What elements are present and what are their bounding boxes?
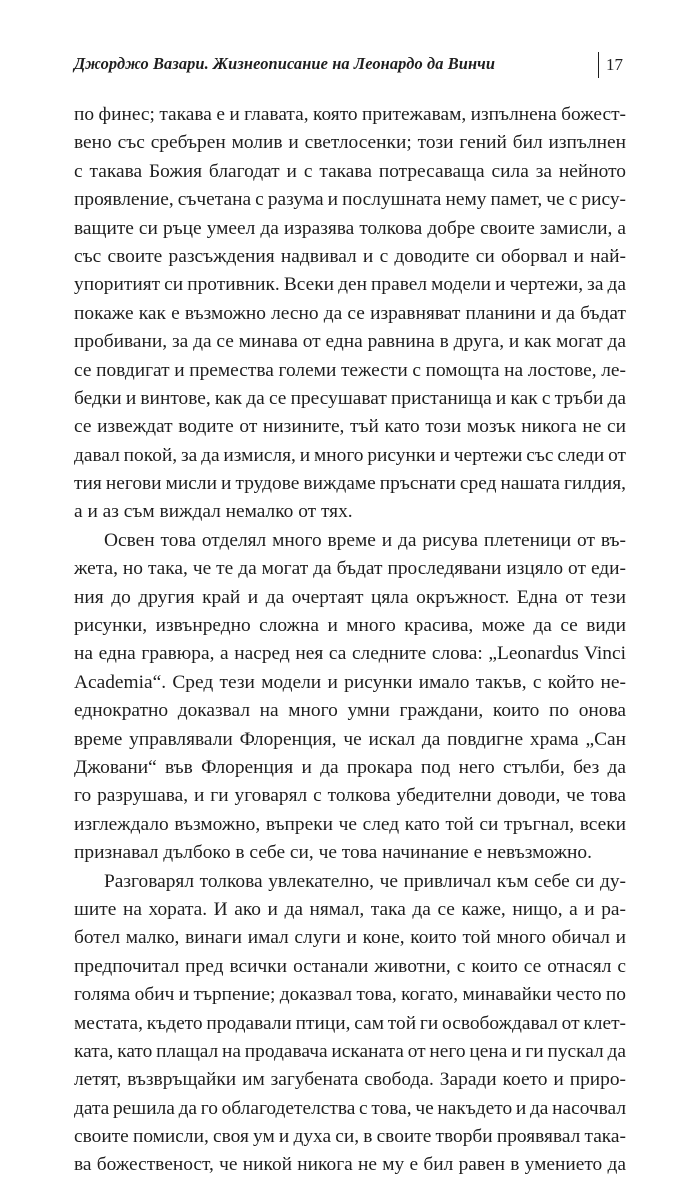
text-line: тия негови мисли и трудове виждаме пръснати сред нашата гилдия, bbox=[74, 473, 626, 495]
text-line: рисунки, извънредно сложна и много красива, може да се види bbox=[74, 615, 626, 637]
header-divider bbox=[598, 52, 599, 78]
text-line: шите на хората. И ако и да нямал, така да се каже, нищо, а и ра- bbox=[74, 898, 626, 920]
text-line: местата, където продавали птици, сам той ги освобождавал от клет- bbox=[74, 1012, 626, 1034]
page-number: 17 bbox=[606, 55, 623, 74]
text-line: пробивани, за да се минава от една равнина в друга, и как могат да bbox=[74, 331, 626, 353]
paragraph-3 bbox=[74, 868, 626, 1180]
text-line: Освен това отделял много време и да рисува плетеници от въ- bbox=[104, 529, 626, 551]
text-line: ващите си ръце умеел да изразява толкова добре своите замисли, а bbox=[74, 217, 626, 239]
text-line: давал покой, за да измисля, и много рисунки и чертежи със следи от bbox=[74, 444, 626, 466]
text-line: признавал дълбоко в себе си, че това начинание е невъзможно. bbox=[74, 842, 592, 864]
text-line: покаже как е възможно лесно да се изравняват планини и да бъдат bbox=[74, 302, 626, 324]
text-line: с такава Божия благодат и с такава потресаваща сила за нейното bbox=[74, 160, 626, 182]
running-title: Джорджо Вазари. Жизнеописание на Леонардо да Винчи bbox=[74, 54, 496, 73]
text-line: дата решила да го облагодетелства с това, че накъдето и да насочвал bbox=[74, 1097, 626, 1119]
text-line: ва божественост, че никой никога не му е бил равен в умението да bbox=[74, 1154, 626, 1176]
text-line: бедки и винтове, как да се пресушават пристанища и как с тръби да bbox=[74, 387, 626, 409]
text-line: а и аз съм виждал немалко от тях. bbox=[74, 501, 353, 523]
text-line: Джовани“ във Флоренция и да прокара под него стълби, без да bbox=[74, 756, 626, 778]
text-line: Academia“. Сред тези модели и рисунки имало такъв, с който не- bbox=[74, 671, 626, 693]
text-line: жета, но така, че те да могат да бъдат проследявани изцяло от еди- bbox=[74, 558, 626, 580]
text-line: летят, възвръщайки им загубената свобода. Заради което и приро- bbox=[74, 1069, 626, 1091]
text-line: проявление, съчетана с разума и послушната нему памет, че с рису- bbox=[74, 189, 626, 211]
text-line: по финес; такава е и главата, която притежавам, изпълнена божест- bbox=[74, 104, 626, 125]
text-line: се повдигат и премества големи тежести с помощта на лостове, ле- bbox=[74, 359, 626, 381]
text-line: го разрушава, и ги уговарял с толкова убедителни доводи, че това bbox=[74, 785, 626, 807]
paragraph-2 bbox=[74, 527, 626, 868]
text-line: упоритият си противник. Всеки ден правел модели и чертежи, за да bbox=[74, 274, 626, 296]
text-line: ката, като плащал на продавача исканата от него цена и ги пускал да bbox=[74, 1040, 626, 1062]
text-line: своите помисли, своя ум и духа си, в своите творби проявявал така- bbox=[74, 1126, 626, 1148]
text-line: Разговарял толкова увлекателно, че привличал към себе си ду- bbox=[104, 870, 626, 892]
text-line: еднократно доказвал на много умни граждани, които по онова bbox=[74, 700, 626, 722]
running-header bbox=[74, 52, 626, 78]
text-line: ботел малко, винаги имал слуги и коне, които той много обичал и bbox=[74, 927, 626, 949]
text-line: на една гравюра, а насред нея са следните слова: „Leonardus Vinci bbox=[74, 643, 626, 665]
text-line: изглеждало възможно, въпреки че след като той си тръгнал, всеки bbox=[74, 813, 626, 835]
text-line: предпочитал пред всички останали животни, с които се отнасял с bbox=[74, 955, 626, 977]
text-line: се извеждат водите от низините, тъй като този мозък никога не си bbox=[74, 416, 626, 438]
text-line: време управлявали Флоренция, че искал да повдигне храма „Сан bbox=[74, 728, 626, 750]
text-line: със своите разсъждения надвивал и с доводите си оборвал и най- bbox=[74, 245, 626, 267]
paragraph-1 bbox=[74, 101, 626, 527]
text-line: голяма обич и търпение; доказвал това, когато, минавайки често по bbox=[74, 984, 626, 1006]
text-line: вено със сребърен молив и светлосенки; този гений бил изпълнен bbox=[74, 132, 626, 154]
text-line: ния до другия край и да очертаят цяла окръжност. Една от тези bbox=[74, 586, 626, 608]
body-text bbox=[74, 101, 626, 1180]
